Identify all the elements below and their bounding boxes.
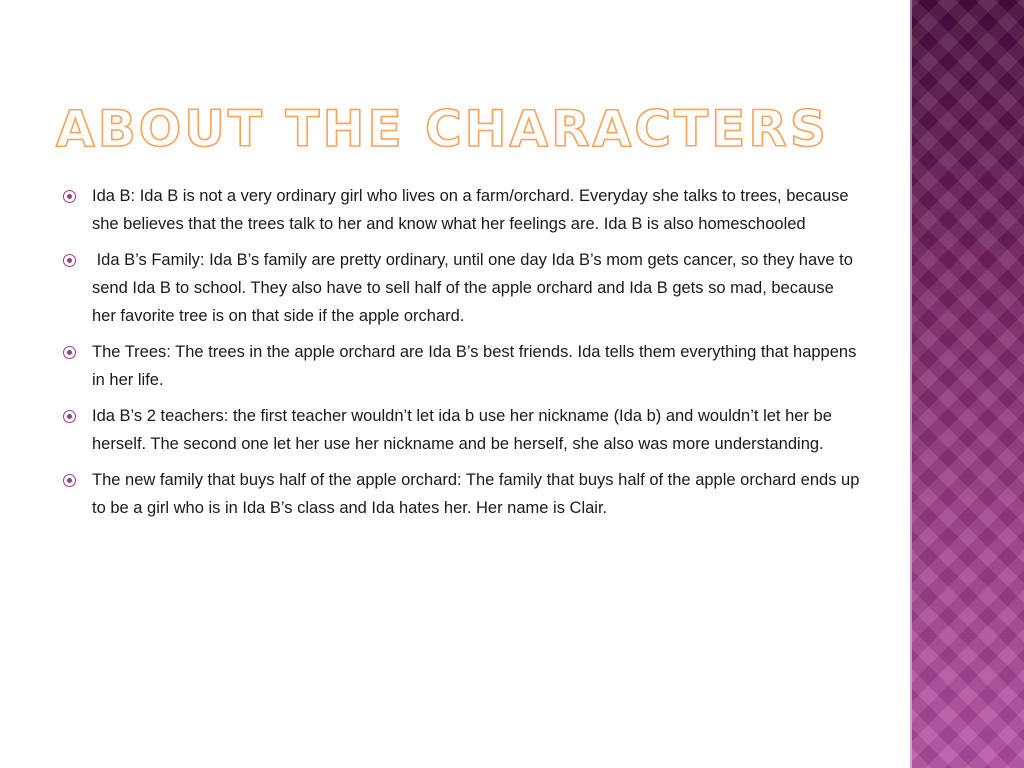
- bullet-item-teachers: [60, 402, 860, 458]
- decorative-side-band: [912, 0, 1024, 768]
- bullet-item-family: [60, 246, 860, 330]
- circled-dot-bullet-icon: [63, 474, 76, 487]
- bullet-item-new-family: [60, 466, 860, 522]
- bullet-text: Ida B’s 2 teachers: the first teacher wouldn’t let ida b use her nickname (Ida b) and wouldn’t let her be herself. The second one let her use her nickname and be herself, she also was more understanding.: [92, 407, 832, 453]
- circled-dot-bullet-icon: [63, 410, 76, 423]
- bullet-text: The Trees: The trees in the apple orchard are Ida B’s best friends. Ida tells them everything that happens in her life.: [92, 343, 857, 389]
- circled-dot-bullet-icon: [63, 254, 76, 267]
- bullet-list: [60, 182, 860, 530]
- bullet-text: Ida B’s Family: Ida B’s family are pretty ordinary, until one day Ida B’s mom gets cancer, so they have to send Ida B to school. They also have to sell half of the apple orchard and Ida B gets so mad, because her favorite tree is on that side if the apple orchard.: [92, 251, 858, 325]
- circled-dot-bullet-icon: [63, 346, 76, 359]
- slide-title: ABOUT THE CHARACTERS: [56, 100, 829, 158]
- bullet-text: The new family that buys half of the apple orchard: The family that buys half of the apple orchard ends up to be a girl who is in Ida B’s class and Ida hates her. Her name is Clair.: [92, 471, 860, 517]
- circled-dot-bullet-icon: [63, 190, 76, 203]
- bullet-item-ida-b: [60, 182, 860, 238]
- bullet-item-trees: [60, 338, 860, 394]
- bullet-text: Ida B: Ida B is not a very ordinary girl who lives on a farm/orchard. Everyday she talks to trees, because she believes that the trees talk to her and know what her feelings are. Ida B is also homeschooled: [92, 187, 849, 233]
